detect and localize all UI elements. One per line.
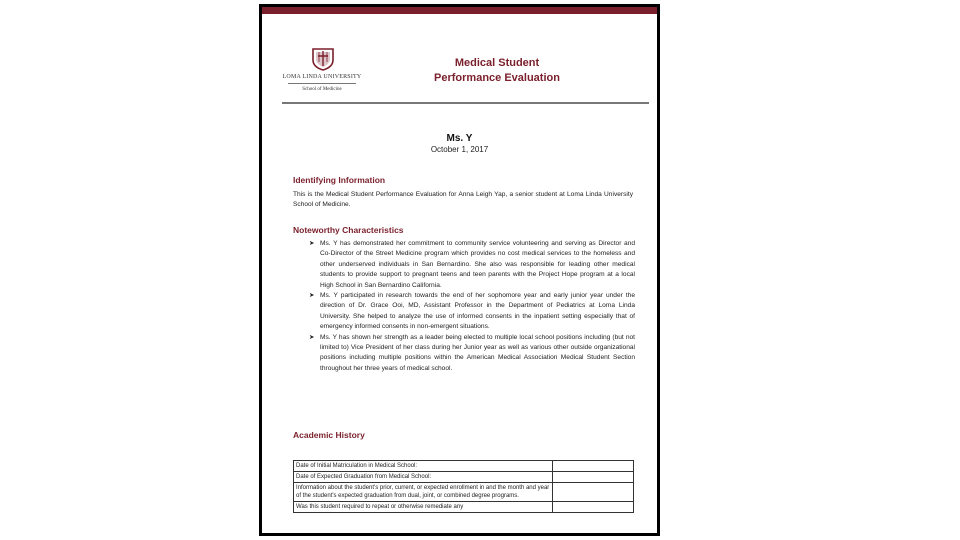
logo-divider [288,83,356,84]
header-divider [282,102,649,104]
document-title [412,56,582,86]
logo-university-name: LOMA LINDA UNIVERSITY [282,74,362,80]
evaluation-date: October 1, 2017 [430,145,489,154]
arrow-bullet-icon: ➤ [309,240,315,247]
university-logo [282,47,362,109]
list-item [293,291,635,333]
table-row [294,483,634,502]
title-line-1: Medical Student [454,57,540,69]
table-cell-label: Date of Expected Graduation from Medical School: [294,472,553,483]
table-cell-value [553,461,634,472]
noteworthy-heading: Noteworthy Characteristics [293,225,404,235]
student-name: Ms. Y [446,133,473,144]
table-cell-label: Information about the student's prior, current, or expected enrollment in and the month and year of the student's expected graduation from dual, joint, or combined degree programs. [294,483,553,502]
arrow-bullet-icon: ➤ [309,292,315,300]
table-cell-label: Was this student required to repeat or otherwise remediate any [294,502,553,513]
bullet-text: Ms. Y has demonstrated her commitment to community service volunteering and serving as Director and Co-Director of the Street Medicine program which provides no cost medical services to the homeless and other underserved individuals in San Bernardino. She also was responsible for leading other medical students to provide support to pregnant teens and teen parents with the Project Hope program at a local High School in San Bernardino California. [320,240,635,289]
header-bar [262,7,657,14]
identifying-heading: Identifying Information [293,175,386,185]
table-row [294,502,634,513]
noteworthy-list [293,239,635,374]
identifying-text: This is the Medical Student Performance Evaluation for Anna Leigh Yap, a senior student at Loma Linda University School of Medicine. [293,191,633,208]
logo-school-name: School of Medicine [302,87,342,92]
academic-history-table [293,460,634,513]
shield-icon [312,47,334,71]
table-cell-value [553,502,634,513]
table-row [294,461,634,472]
table-cell-value [553,472,634,483]
table-cell-label: Date of Initial Matriculation in Medical School: [294,461,553,472]
list-item [293,333,635,375]
bullet-text: Ms. Y has shown her strength as a leader being elected to multiple local school positions including (but not limited to) Vice President of her class during her Junior year as well as various other outside organizational positions including multiple positions within the American Medical Association Medical Student Section throughout her three years of medical school. [320,333,635,372]
document-page [259,4,660,536]
title-line-2: Performance Evaluation [434,72,560,84]
bullet-text: Ms. Y participated in research towards the end of her sophomore year and early junior year under the direction of Dr. Grace Ooi, MD, Assistant Professor in the Department of Pediatrics at Loma Linda University. She helped to analyze the use of informed consents in the inpatient setting especially that of emergency informed consents in non-emergent situations. [320,292,635,331]
list-item [293,239,635,291]
table-cell-value [553,483,634,502]
arrow-bullet-icon: ➤ [309,333,315,341]
table-row [294,472,634,483]
academic-heading: Academic History [293,430,365,440]
